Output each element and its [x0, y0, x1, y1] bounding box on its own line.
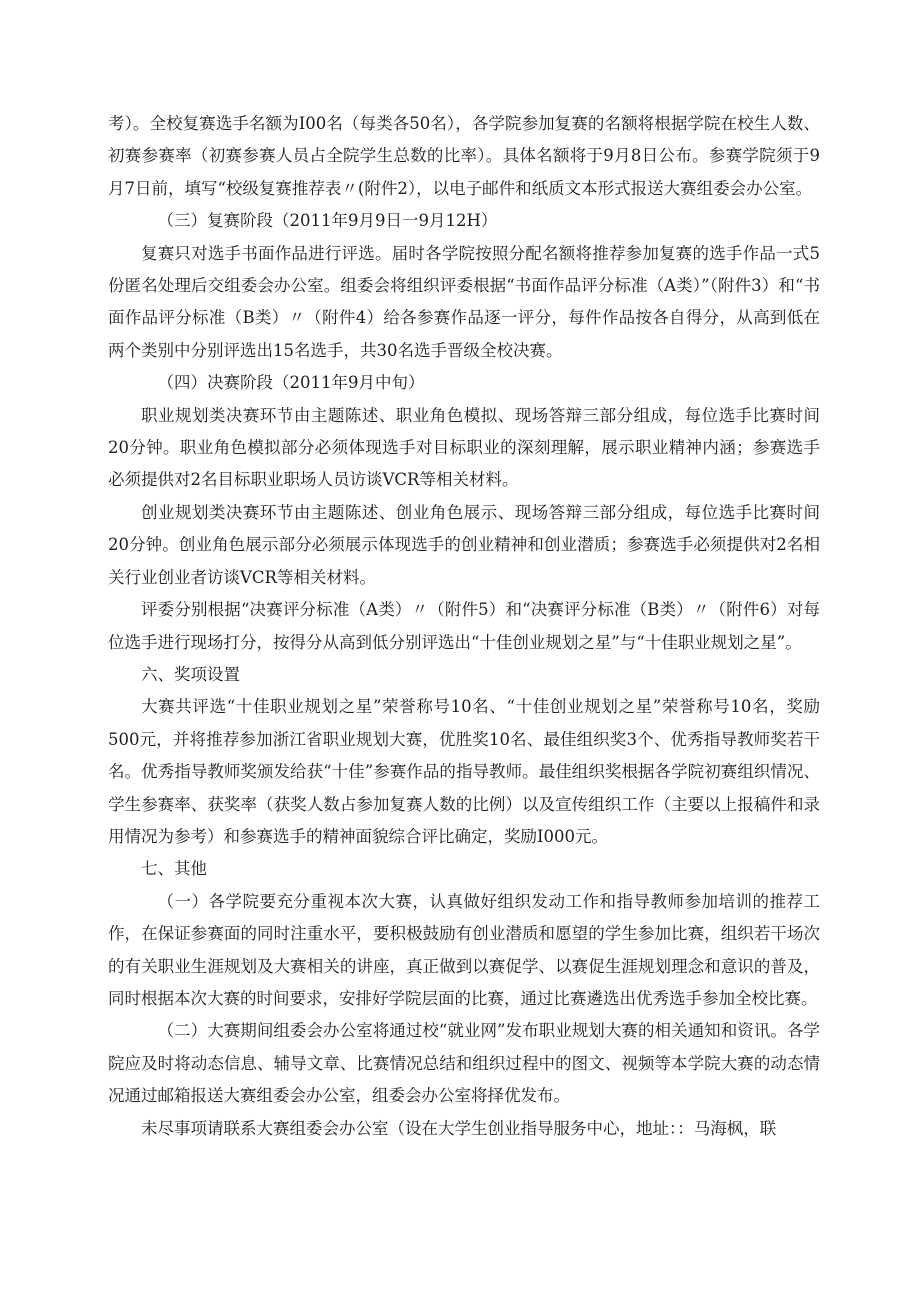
- paragraph-judging: 评委分别根据“决赛评分标准（A类）〃（附件5）和“决赛评分标准（B类）〃（附件6）对每位选手进行现场打分，按得分从高到低分别评选出“十佳创业规划之星”与“十佳职业规划之星”。: [108, 600, 820, 652]
- paragraph-quota: 考）。全校复赛选手名额为I00名（每类各50名），各学院参加复赛的名额将根据学院在校生人数、初赛参赛率（初赛参赛人员占全院学生总数的比率）。具体名额将于9月8日公布。参赛学院须于9月7日前，填写“校级复赛推荐表〃(附件2），以电子邮件和纸质文本形式报送大赛组委会办公室。: [108, 114, 820, 198]
- heading-semifinal-stage: （三）复赛阶段（2011年9月9日一9月12H）: [157, 211, 498, 231]
- paragraph-other-1: （一）各学院要充分重视本次大赛，认真做好组织发动工作和指导教师参加培训的推荐工作，在保证参赛面的同时注重水平，要积极鼓励有创业潜质和愿望的学生参加比赛，组织若干场次的有关职业生涯规划及大赛相关的讲座，真正做到以赛促学、以赛促生涯规划理念和意识的普及，同时根据本次大赛的时间要求，安排好学院层面的比赛，通过比赛遴选出优秀选手参加全校比赛。: [108, 891, 820, 1008]
- section-heading-awards: 六、奖项设置: [141, 664, 240, 684]
- paragraph-career-final: 职业规划类决赛环节由主题陈述、职业角色模拟、现场答辩三部分组成，每位选手比赛时间20分钟。职业角色模拟部分必须体现选手对目标职业的深刻理解，展示职业精神内涵；参赛选手必须提供对2名目标职业职场人员访谈VCR等相关材料。: [108, 405, 820, 490]
- paragraph-awards: 大赛共评选“十佳职业规划之星”荣誉称号10名、“十佳创业规划之星”荣誉称号10名，奖励500元，并将推荐参加浙江省职业规划大赛，优胜奖10名、最佳组织奖3个、优秀指导教师奖若干名。优秀指导教师奖颁发给获“十佳”参赛作品的指导教师。最佳组织奖根据各学院初赛组织情况、学生参赛率、获奖率（获奖人数占参加复赛人数的比例）以及宣传组织工作（主要以上报稿件和录用情况为参考）和参赛选手的精神面貌综合评比确定，奖励I000元。: [108, 697, 820, 846]
- paragraph-semifinal: 复赛只对选手书面作品进行评选。届时各学院按照分配名额将推荐参加复赛的选手作品一式5份匿名处理后交组委会办公室。组委会将组织评委根据“书面作品评分标准（A类）”（附件3）和“书面作品评分标准（B类）〃（附件4）给各参赛作品逐一评分，每件作品按各自得分，从高到低在两个类别中分别评选出15名选手，共30名选手晋级全校决赛。: [108, 243, 820, 360]
- paragraph-contact: 未尽事项请联系大赛组委会办公室（设在大学生创业指导服务中心，地址：：马海枫，联: [141, 1118, 777, 1138]
- document-page: [108, 108, 820, 1145]
- section-heading-other: 七、其他: [141, 859, 207, 879]
- paragraph-startup-final: 创业规划类决赛环节由主题陈述、创业角色展示、现场答辩三部分组成，每位选手比赛时间20分钟。创业角色展示部分必须展示体现选手的创业精神和创业潜质；参赛选手必须提供对2名相关行业创业者访谈VCR等相关材料。: [108, 502, 820, 587]
- paragraph-other-2: （二）大赛期间组委会办公室将通过校“就业网”发布职业规划大赛的相关通知和资讯。各学院应及时将动态信息、辅导文章、比赛情况总结和组织过程中的图文、视频等本学院大赛的动态情况通过邮箱报送大赛组委会办公室，组委会办公室将择优发布。: [108, 1021, 820, 1106]
- heading-final-stage: （四）决赛阶段（2011年9月中旬）: [157, 373, 425, 393]
